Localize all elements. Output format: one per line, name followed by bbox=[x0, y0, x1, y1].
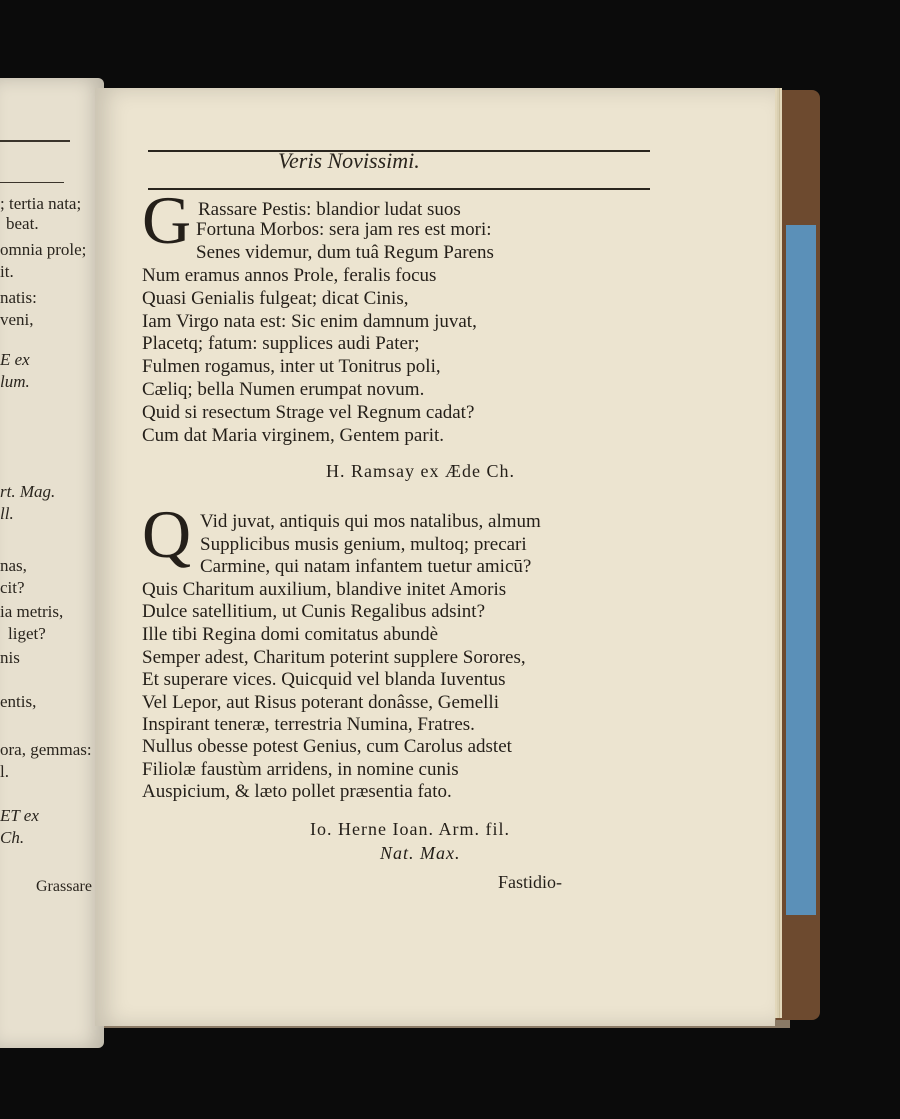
left-catchword: Grassare bbox=[36, 878, 92, 895]
poem-line: Et superare vices. Quicquid vel blanda Iuventus bbox=[142, 669, 506, 690]
poem-line: Fulmen rogamus, inter ut Tonitrus poli, bbox=[142, 356, 441, 377]
left-line: ora, gemmas: bbox=[0, 740, 92, 759]
left-line: it. bbox=[0, 262, 14, 281]
signature-herne-line2: Nat. Max. bbox=[380, 843, 461, 863]
left-line: cit? bbox=[0, 578, 25, 597]
poem-line: Inspirant teneræ, terrestria Numina, Fratres. bbox=[142, 714, 475, 735]
dropcap-g: G bbox=[142, 182, 192, 258]
poem-line: Nullus obesse potest Genius, cum Carolus adstet bbox=[142, 736, 512, 757]
poem-line: Auspicium, & læto pollet præsentia fato. bbox=[142, 781, 452, 802]
left-page-rule bbox=[0, 140, 70, 142]
signature-ramsay: H. Ramsay ex Æde Ch. bbox=[326, 461, 515, 481]
poem-line: Cum dat Maria virginem, Gentem parit. bbox=[142, 425, 444, 446]
left-line: entis, bbox=[0, 692, 37, 711]
poem-line: Carmine, qui natam infantem tuetur amicū? bbox=[200, 556, 532, 577]
left-page bbox=[0, 78, 104, 1048]
left-line: natis: bbox=[0, 288, 37, 307]
left-line: liget? bbox=[8, 624, 46, 643]
left-line: beat. bbox=[6, 214, 39, 233]
left-line: omnia prole; bbox=[0, 240, 87, 259]
poem-line: Senes videmur, dum tuâ Regum Parens bbox=[196, 242, 494, 263]
poem-line: Fortuna Morbos: sera jam res est mori: bbox=[196, 219, 492, 240]
left-line: veni, bbox=[0, 310, 34, 329]
left-line: ia metris, bbox=[0, 602, 64, 621]
poem-line: Cæliq; bella Numen erumpat novum. bbox=[142, 379, 425, 400]
signature-herne: Io. Herne Ioan. Arm. fil. bbox=[310, 819, 510, 839]
poem-line: Num eramus annos Prole, feralis focus bbox=[142, 265, 437, 286]
poem-line: Quid si resectum Strage vel Regnum cadat? bbox=[142, 402, 475, 423]
poem-line: Vid juvat, antiquis qui mos natalibus, almum bbox=[200, 511, 541, 532]
left-line: ; tertia nata; bbox=[0, 194, 82, 213]
running-header: Veris Novissimi. bbox=[278, 148, 420, 173]
poem-line: Quasi Genialis fulgeat; dicat Cinis, bbox=[142, 288, 409, 309]
poem-line: Dulce satellitium, ut Cunis Regalibus adsint? bbox=[142, 601, 486, 622]
left-page-rule-2 bbox=[0, 182, 64, 183]
left-line: lum. bbox=[0, 372, 30, 391]
poem-line: Rassare Pestis: blandior ludat suos bbox=[198, 199, 461, 220]
left-line: E ex bbox=[0, 350, 30, 369]
poem-line: Placetq; fatum: supplices audi Pater; bbox=[142, 333, 420, 354]
left-line: Ch. bbox=[0, 828, 25, 847]
left-line: l. bbox=[0, 762, 9, 781]
blue-fabric-strip bbox=[786, 225, 816, 915]
poem-line: Filiolæ faustùm arridens, in nomine cunis bbox=[142, 759, 459, 780]
poem-line: Iam Virgo nata est: Sic enim damnum juvat, bbox=[142, 311, 477, 332]
catchword: Fastidio- bbox=[498, 872, 563, 892]
poem-line: Supplicibus musis genium, multoq; precari bbox=[200, 534, 527, 555]
left-line: ll. bbox=[0, 504, 14, 523]
left-line: rt. Mag. bbox=[0, 482, 56, 501]
left-line: nis bbox=[0, 648, 20, 667]
left-line: nas, bbox=[0, 556, 27, 575]
poem-line: Quis Charitum auxilium, blandive initet Amoris bbox=[142, 579, 507, 600]
header-rule-bottom bbox=[148, 188, 650, 190]
poem-line: Vel Lepor, aut Risus poterant donâsse, Gemelli bbox=[142, 692, 499, 713]
left-line: ET ex bbox=[0, 806, 39, 825]
poem-line: Semper adest, Charitum poterint supplere Sorores, bbox=[142, 647, 526, 668]
poem-line: Ille tibi Regina domi comitatus abundè bbox=[142, 624, 439, 645]
dropcap-q: Q bbox=[142, 496, 192, 572]
